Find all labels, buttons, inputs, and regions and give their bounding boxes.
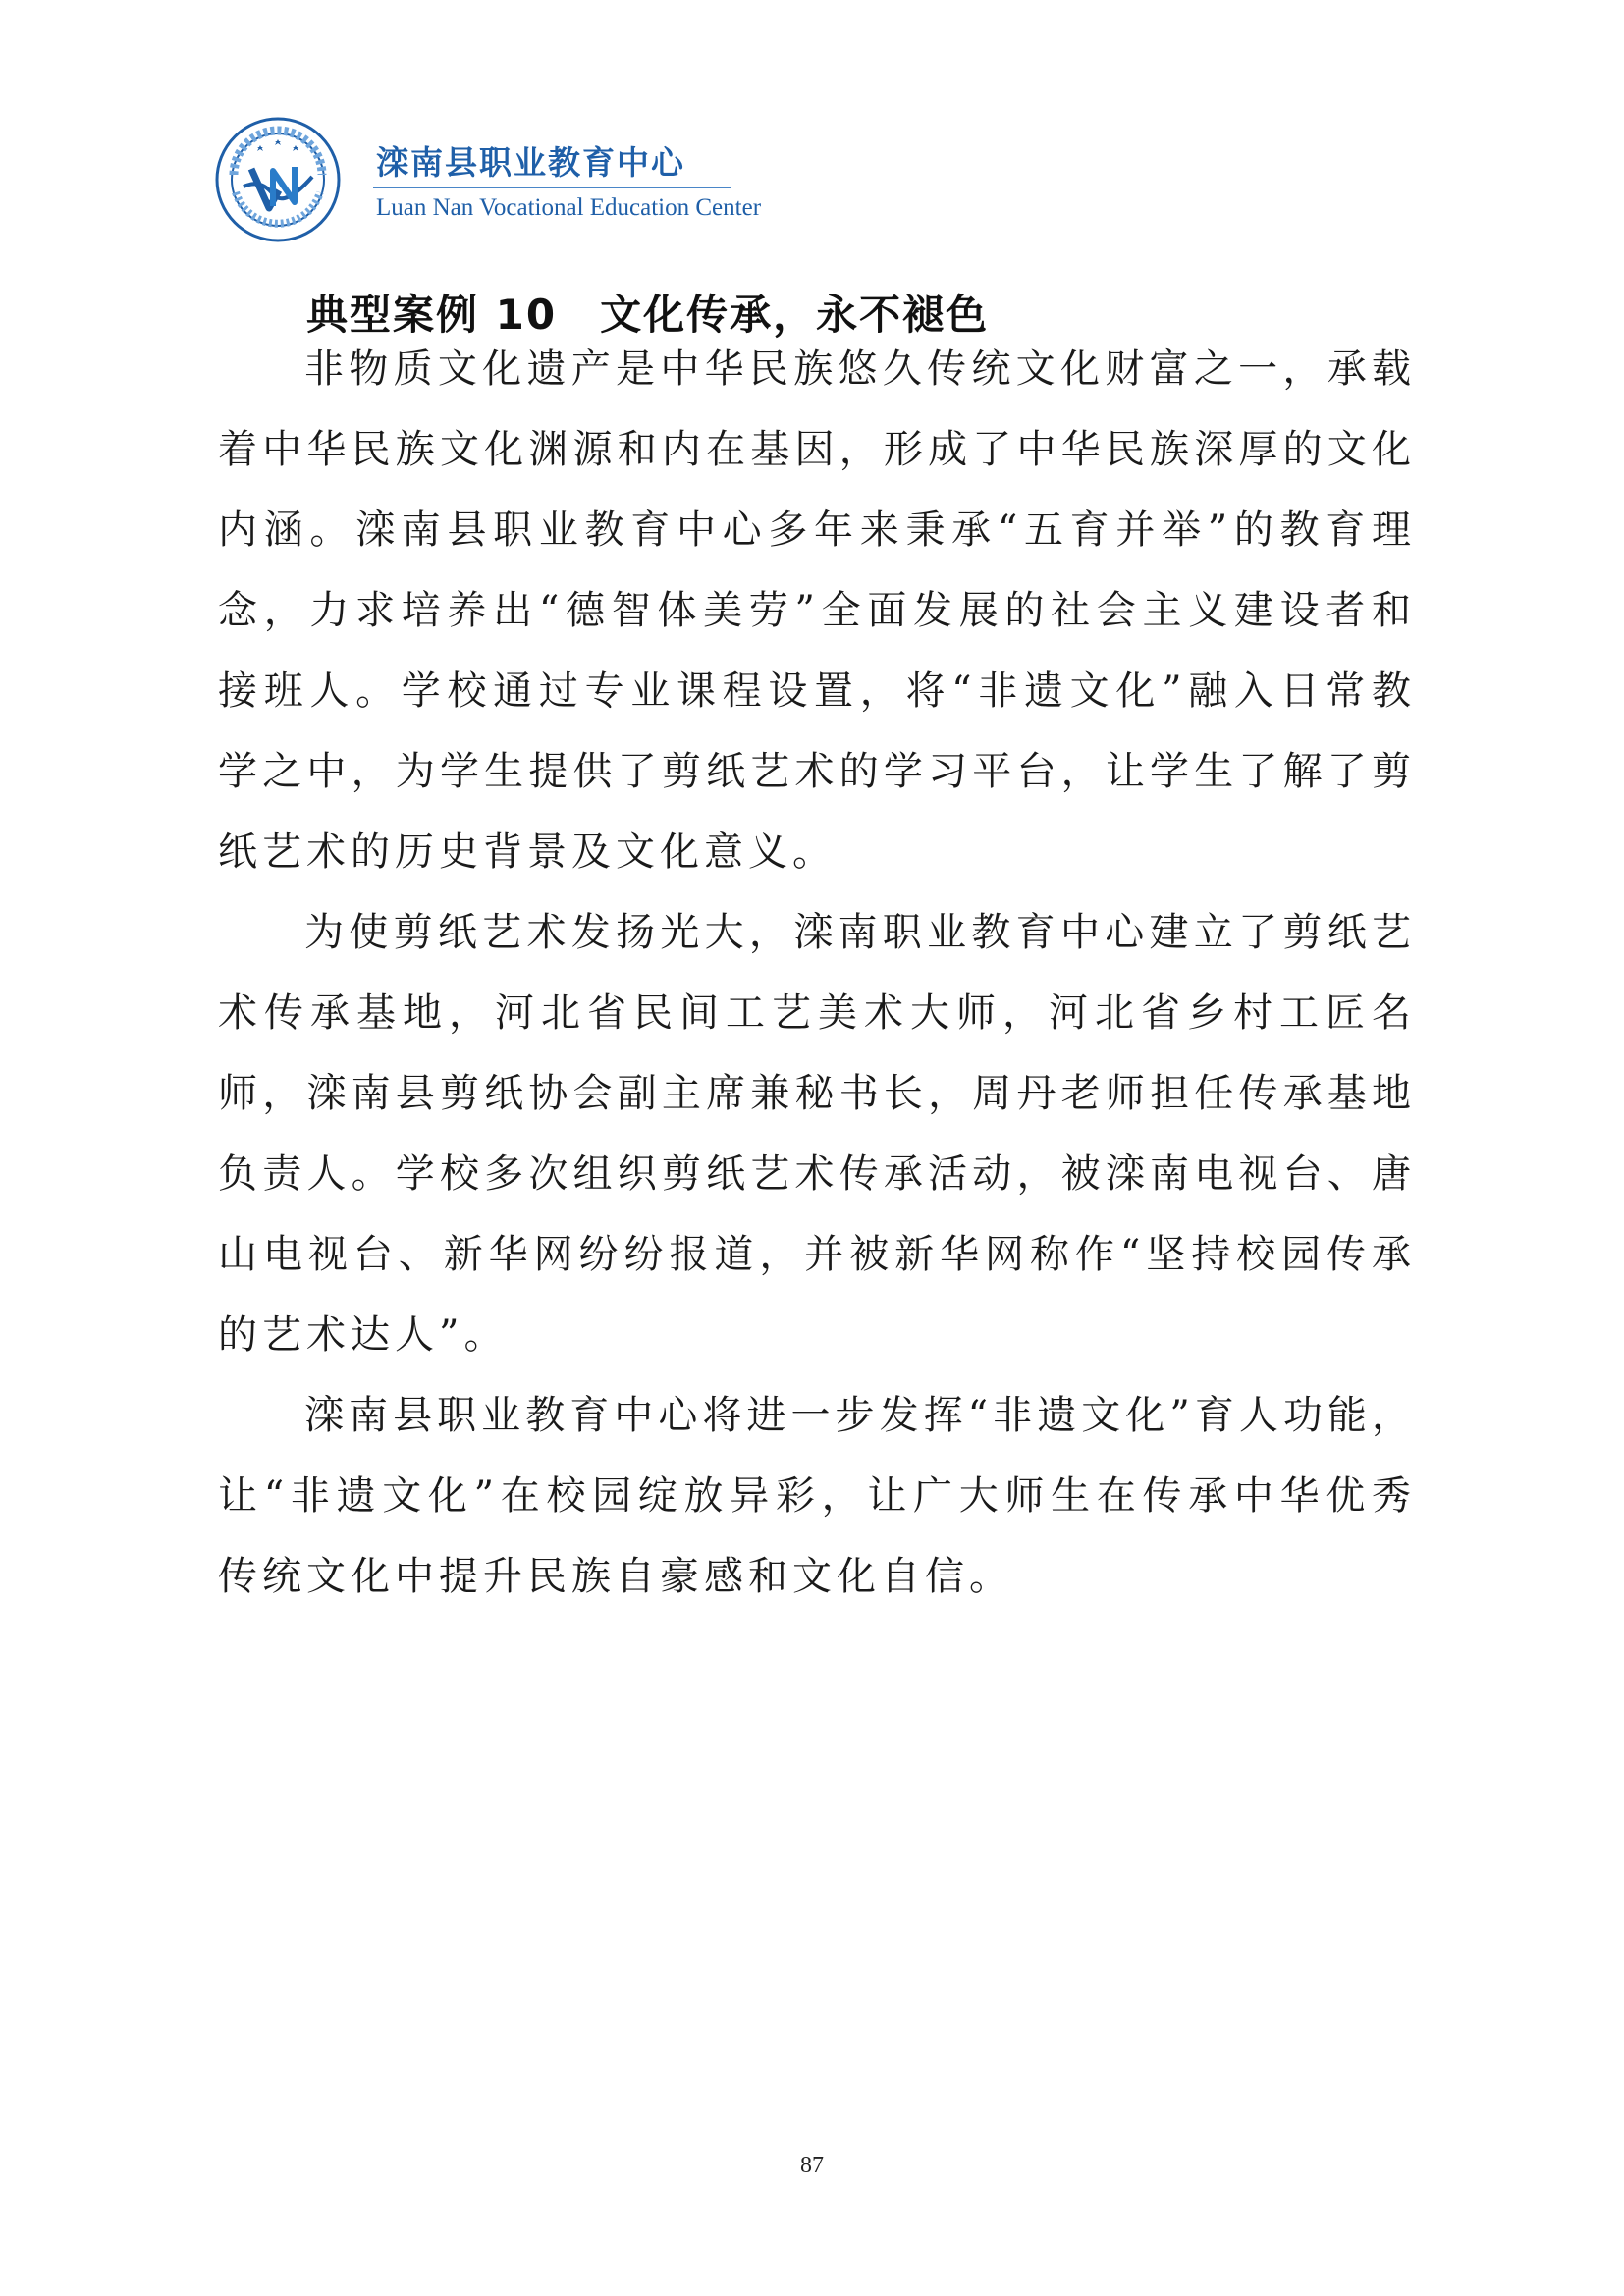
page-number: 87 bbox=[800, 2153, 824, 2178]
school-name-chinese: 滦南县职业教育中心 bbox=[376, 143, 685, 182]
case-title: 典型案例 10 文化传承，永不褪色 bbox=[306, 291, 990, 340]
school-name-english: Luan Nan Vocational Education Center bbox=[376, 194, 762, 221]
header-divider bbox=[373, 187, 731, 188]
document-body bbox=[218, 329, 1416, 1617]
paragraph: 非物质文化遗产是中华民族悠久传统文化财富之一，承载着中华民族文化渊源和内在基因，形成了中华民族深厚的文化内涵。滦南县职业教育中心多年来秉承“五育并举”的教育理念，力求培养出“德智体美劳”全面发展的社会主义建设者和接班人。学校通过专业课程设置，将“非遗文化”融入日常教学之中，为学生提供了剪纸艺术的学习平台，让学生了解了剪纸艺术的历史背景及文化意义。 bbox=[218, 347, 1416, 875]
page-header bbox=[214, 116, 762, 243]
paragraph: 为使剪纸艺术发扬光大，滦南职业教育中心建立了剪纸艺术传承基地，河北省民间工艺美术大师，河北省乡村工匠名师，滦南县剪纸协会副主席兼秘书长，周丹老师担任传承基地负责人。学校多次组织剪纸艺术传承活动，被滦南电视台、唐山电视台、新华网纷纷报道，并被新华网称作“坚持校园传承的艺术达人”。 bbox=[218, 910, 1416, 1358]
paragraph: 滦南县职业教育中心将进一步发挥“非遗文化”育人功能，让“非遗文化”在校园绽放异彩，让广大师生在传承中华优秀传统文化中提升民族自豪感和文化自信。 bbox=[218, 1393, 1416, 1599]
school-logo-icon bbox=[214, 116, 342, 243]
